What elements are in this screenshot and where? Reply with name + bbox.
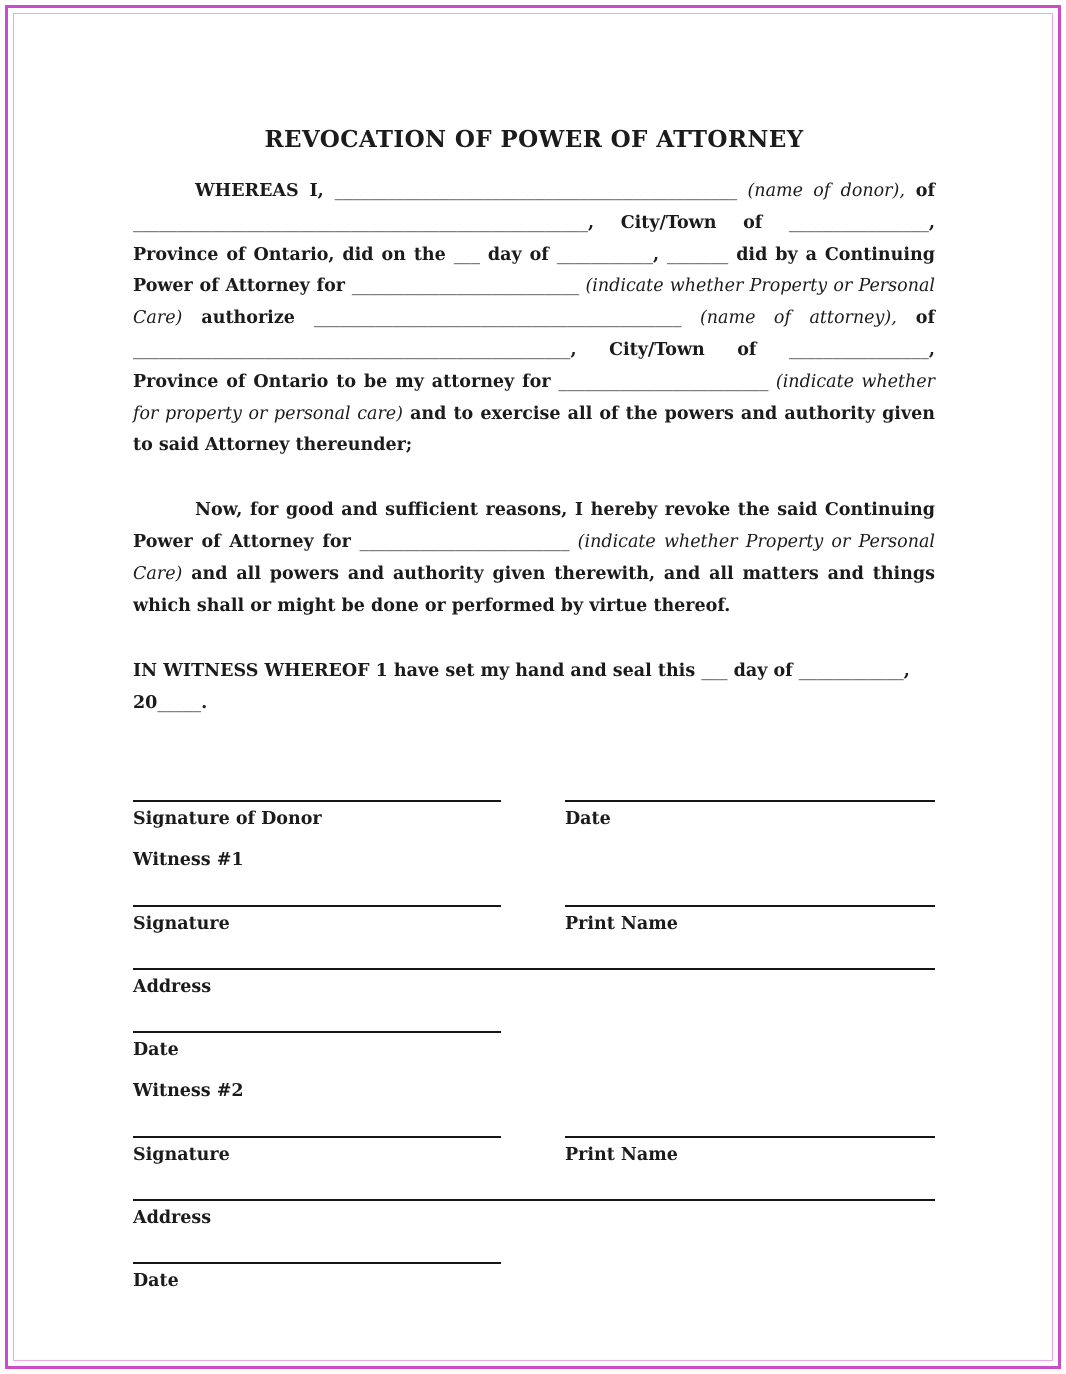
text-segment: day of bbox=[727, 661, 799, 682]
witness2-heading: Witness #2 bbox=[133, 1080, 244, 1101]
document-title: REVOCATION OF POWER OF ATTORNEY bbox=[264, 126, 804, 153]
blank-fill-line: ____________________________________________________ bbox=[133, 212, 588, 233]
witness1-heading: Witness #1 bbox=[133, 849, 244, 870]
blank-fill-line: ___________ bbox=[556, 244, 653, 265]
text-segment: , City/Town of bbox=[570, 339, 789, 360]
blank-fill-line: __________________________________________ bbox=[313, 308, 682, 329]
text-segment: (indicate whether Property or Personal Care) bbox=[133, 531, 935, 584]
witness1-address-block bbox=[133, 968, 935, 997]
document-content bbox=[133, 0, 935, 1291]
donor-date-block bbox=[565, 800, 935, 829]
witness2-address-block bbox=[133, 1199, 935, 1228]
text-segment: WHEREAS I, bbox=[195, 181, 335, 201]
blank-fill-line: __________________________________________________ bbox=[133, 339, 571, 360]
text-segment: , Province of Ontario to be my attorney for bbox=[133, 339, 935, 392]
witness2-date-block bbox=[133, 1262, 501, 1291]
witness1-signature-block bbox=[133, 905, 501, 934]
text-segment: , bbox=[652, 244, 667, 265]
text-segment: IN WITNESS WHEREOF bbox=[133, 661, 370, 682]
text-segment: (indicate whether Property or Personal Care) bbox=[133, 276, 935, 329]
paragraph-witness-whereof bbox=[133, 656, 935, 720]
text-segment: , 20 bbox=[133, 661, 910, 714]
blank-fill-line: ________________ bbox=[788, 339, 929, 360]
witness2-signature-row bbox=[133, 1136, 935, 1165]
witness1-signature-label: Signature bbox=[133, 913, 230, 934]
text-segment: day of bbox=[479, 244, 557, 265]
donor-date-line bbox=[565, 800, 935, 802]
text-segment: , City/Town of bbox=[588, 212, 789, 233]
witness2-print-name-block bbox=[565, 1136, 935, 1165]
blank-fill-line: ___ bbox=[701, 661, 728, 682]
witness1-print-name-label: Print Name bbox=[565, 913, 678, 934]
paragraph-revocation bbox=[133, 495, 935, 622]
witness1-print-name-block bbox=[565, 905, 935, 934]
witness1-signature-line bbox=[133, 905, 501, 907]
text-segment: (indicate whether for property or personal care) bbox=[133, 371, 935, 424]
donor-signature-label: Signature of Donor bbox=[133, 808, 322, 829]
witness2-signature-block bbox=[133, 1136, 501, 1165]
witness1-address-label: Address bbox=[133, 976, 212, 997]
blank-fill-line: _____ bbox=[157, 693, 202, 714]
paragraph-whereas bbox=[133, 176, 935, 462]
text-segment: Now, for good and sufficient reasons, I hereby revoke the said Continuing Power of Attorney for bbox=[133, 500, 935, 552]
witness2-print-name-line bbox=[565, 1136, 935, 1138]
text-segment: and all powers and authority given therewith, and all matters and things which shall or might be done or performed by virtue thereof. bbox=[133, 563, 935, 616]
blank-fill-line: ________________ bbox=[788, 212, 929, 233]
signature-section bbox=[133, 800, 935, 1291]
witness2-date-line bbox=[133, 1262, 501, 1264]
witness2-date-label: Date bbox=[133, 1270, 179, 1291]
witness1-date-block bbox=[133, 1031, 501, 1060]
blank-fill-line: ____________ bbox=[798, 661, 904, 682]
witness2-address-line bbox=[133, 1199, 935, 1201]
donor-signature-line bbox=[133, 800, 501, 802]
witness2-signature-line bbox=[133, 1136, 501, 1138]
witness1-print-name-line bbox=[565, 905, 935, 907]
text-segment: of bbox=[896, 308, 936, 329]
text-segment: did by a Continuing Power of Attorney for bbox=[133, 244, 935, 297]
text-segment: of bbox=[904, 181, 936, 201]
witness1-date-line bbox=[133, 1031, 501, 1033]
witness1-address-line bbox=[133, 968, 935, 970]
donor-date-label: Date bbox=[565, 808, 611, 829]
text-segment: . bbox=[201, 693, 208, 714]
text-segment: authorize bbox=[182, 308, 314, 329]
donor-signature-block bbox=[133, 800, 501, 829]
text-segment: 1 have set my hand and seal this bbox=[369, 661, 702, 682]
witness1-date-label: Date bbox=[133, 1039, 179, 1060]
donor-signature-row bbox=[133, 800, 935, 829]
blank-fill-line: _______ bbox=[667, 244, 729, 265]
text-segment: , Province of Ontario, did on the bbox=[133, 212, 935, 265]
blank-fill-line: __________________________ bbox=[351, 276, 580, 297]
blank-fill-line: ______________________________________________ bbox=[334, 181, 738, 201]
text-segment: and to exercise all of the powers and authority given to said Attorney thereunder; bbox=[133, 403, 935, 456]
witness2-address-label: Address bbox=[133, 1207, 212, 1228]
witness2-print-name-label: Print Name bbox=[565, 1144, 678, 1165]
text-segment: (name of donor), bbox=[737, 181, 905, 201]
blank-fill-line: ________________________ bbox=[558, 371, 769, 392]
blank-fill-line: ___ bbox=[453, 244, 480, 265]
witness2-signature-label: Signature bbox=[133, 1144, 230, 1165]
text-segment: (name of attorney), bbox=[681, 308, 897, 329]
blank-fill-line: ________________________ bbox=[359, 531, 570, 552]
witness1-signature-row bbox=[133, 905, 935, 934]
